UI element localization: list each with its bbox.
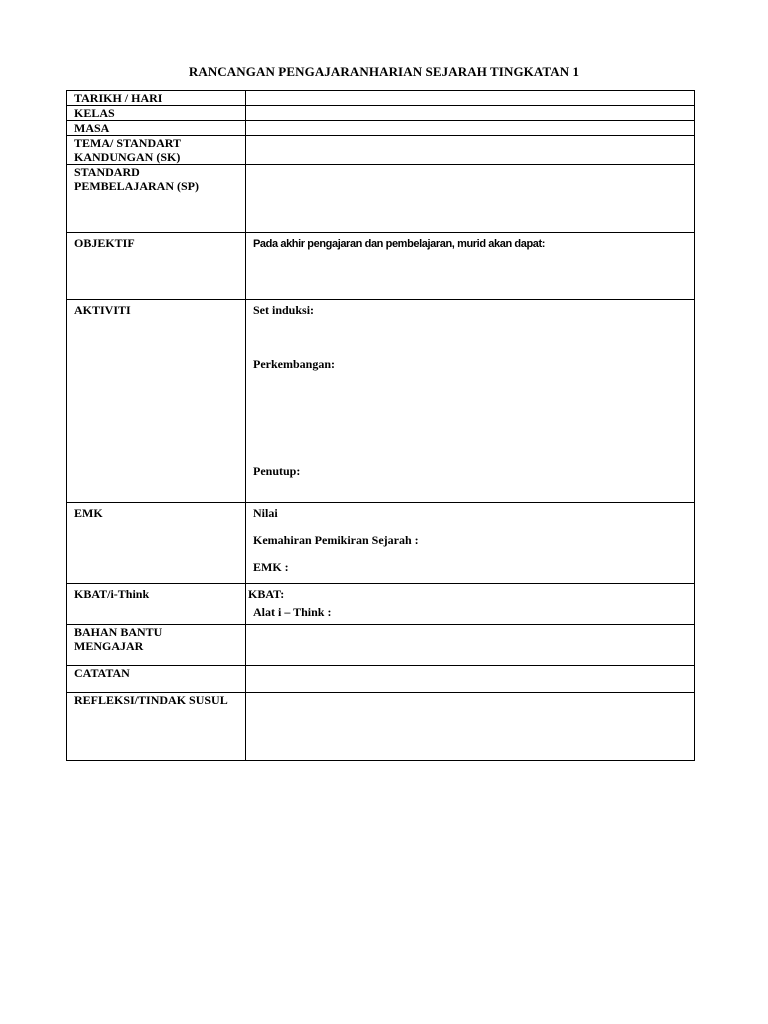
label-aktiviti: AKTIVITI bbox=[67, 300, 246, 503]
field-refleksi[interactable] bbox=[246, 693, 695, 761]
penutup-heading: Penutup: bbox=[253, 464, 301, 478]
perkembangan-heading: Perkembangan: bbox=[253, 357, 335, 371]
field-aktiviti[interactable] bbox=[246, 300, 695, 503]
label-bbm bbox=[67, 625, 246, 666]
field-objektif[interactable] bbox=[246, 233, 695, 300]
row-aktiviti bbox=[67, 300, 695, 503]
label-sp-line1: STANDARD bbox=[74, 165, 140, 179]
field-emk[interactable] bbox=[246, 503, 695, 584]
row-masa bbox=[67, 121, 695, 136]
label-kelas: KELAS bbox=[67, 106, 246, 121]
field-sp[interactable] bbox=[246, 165, 695, 233]
label-bbm-line1: BAHAN BANTU bbox=[74, 625, 163, 639]
set-induksi-heading: Set induksi: bbox=[253, 303, 315, 317]
lesson-plan-table bbox=[66, 90, 695, 761]
row-tema bbox=[67, 136, 695, 165]
field-tarikh[interactable] bbox=[246, 91, 695, 106]
document-title: RANCANGAN PENGAJARANHARIAN SEJARAH TINGKATAN 1 bbox=[188, 64, 580, 79]
row-refleksi bbox=[67, 693, 695, 761]
field-masa[interactable] bbox=[246, 121, 695, 136]
row-tarikh bbox=[67, 91, 695, 106]
row-objektif bbox=[67, 233, 695, 300]
label-objektif: OBJEKTIF bbox=[67, 233, 246, 300]
nilai-heading: Nilai bbox=[253, 506, 278, 520]
row-bbm bbox=[67, 625, 695, 666]
label-bbm-line2: MENGAJAR bbox=[74, 639, 144, 653]
field-kbat[interactable] bbox=[246, 584, 695, 625]
kps-heading: Kemahiran Pemikiran Sejarah : bbox=[253, 533, 419, 547]
objektif-prompt: Pada akhir pengajaran dan pembelajaran, murid akan dapat: bbox=[253, 238, 546, 250]
row-emk bbox=[67, 503, 695, 584]
label-tema bbox=[67, 136, 246, 165]
field-catatan[interactable] bbox=[246, 666, 695, 693]
kbat-heading: KBAT: bbox=[248, 587, 285, 601]
label-refleksi: REFLEKSI/TINDAK SUSUL bbox=[67, 693, 246, 761]
label-kbat: KBAT/i-Think bbox=[67, 584, 246, 625]
row-catatan bbox=[67, 666, 695, 693]
row-kbat bbox=[67, 584, 695, 625]
field-kelas[interactable] bbox=[246, 106, 695, 121]
label-sp-line2: PEMBELAJARAN (SP) bbox=[74, 179, 199, 193]
label-catatan: CATATAN bbox=[67, 666, 246, 693]
row-kelas bbox=[67, 106, 695, 121]
field-tema[interactable] bbox=[246, 136, 695, 165]
label-tarikh: TARIKH / HARI bbox=[67, 91, 246, 106]
label-tema-line1: TEMA/ STANDART bbox=[74, 136, 182, 150]
label-tema-line2: KANDUNGAN (SK) bbox=[74, 150, 181, 164]
label-emk: EMK bbox=[67, 503, 246, 584]
row-sp bbox=[67, 165, 695, 233]
label-masa: MASA bbox=[67, 121, 246, 136]
field-bbm[interactable] bbox=[246, 625, 695, 666]
label-sp bbox=[67, 165, 246, 233]
alat-ithink-heading: Alat i – Think : bbox=[253, 605, 332, 619]
emk-item-heading: EMK : bbox=[253, 560, 289, 574]
